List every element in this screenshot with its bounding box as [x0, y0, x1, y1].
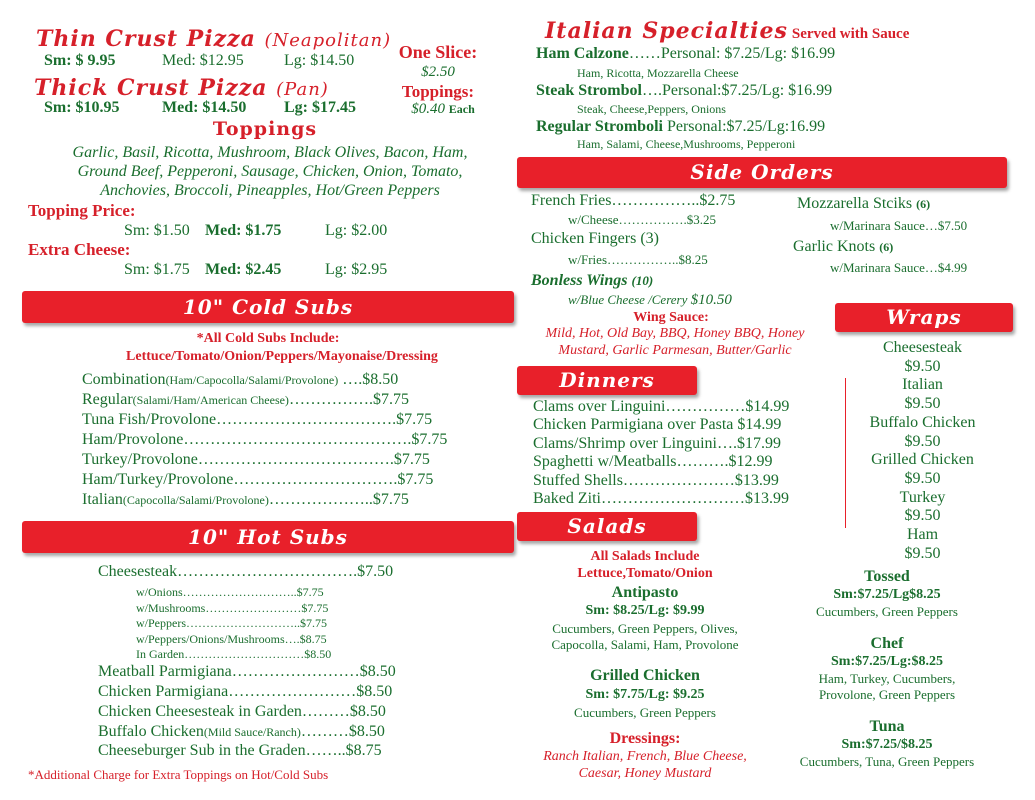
- dressings-list-line2: Caesar, Honey Mustard: [578, 766, 712, 781]
- mozz-marinara: w/Marinara Sauce…$7.50: [830, 218, 968, 233]
- wings-blue-cheese: w/Blue Cheese /Cerery $10.50: [568, 292, 732, 308]
- hot-sub-item: Meatball Parmigiana……………………$8.50: [98, 663, 396, 680]
- steak-strombol: Steak Strombol….Personal:$7.25/Lg: $16.99: [536, 82, 833, 99]
- tuna-desc: Cucumbers, Tuna, Green Peppers: [799, 754, 975, 769]
- tossed-title: Tossed: [864, 568, 910, 585]
- hot-subs-banner: 10" Hot Subs: [22, 521, 514, 553]
- thin-med-price: Med: $12.95: [162, 52, 244, 69]
- cold-sub-item: Turkey/Provolone……………………………….$7.75: [82, 451, 430, 468]
- tuna-title: Tuna: [869, 718, 905, 735]
- wing-sauce-list-line1: Mild, Hot, Old Bay, BBQ, Honey BBQ, Honey: [545, 326, 805, 341]
- cheesesteak-option: w/Onions………………………..$7.75: [136, 585, 324, 599]
- tuna-price: Sm:$7.25/$8.25: [841, 737, 933, 752]
- wrap-item: Turkey: [899, 488, 946, 506]
- grilled-chicken-title: Grilled Chicken: [590, 667, 700, 684]
- antipasto-desc-line1: Cucumbers, Green Peppers, Olives,: [552, 621, 738, 636]
- extra-cheese-label: Extra Cheese:: [28, 240, 131, 259]
- chef-desc-line1: Ham, Turkey, Cucumbers,: [818, 671, 956, 686]
- regular-stromboli: Regular Stromboli Personal:$7.25/Lg:16.99: [536, 118, 826, 135]
- ham-calzone-desc: Ham, Ricotta, Mozzarella Cheese: [577, 66, 739, 80]
- hot-buffalo-chicken: Buffalo Chicken(Mild Sauce/Ranch)………$8.50: [98, 723, 385, 740]
- steak-strombol-desc: Steak, Cheese,Peppers, Onions: [577, 102, 726, 116]
- french-fries: French Fries……………..$2.75: [531, 192, 736, 209]
- dinner-item: Clams over Linguini……………$14.99: [533, 398, 790, 415]
- extra-cheese-med: Med: $2.45: [205, 261, 282, 278]
- thick-crust-title: Thick Crust Pizza (Pan): [34, 75, 329, 101]
- tossed-price: Sm:$7.25/Lg$8.25: [833, 587, 941, 602]
- antipasto-desc-line2: Capocolla, Salami, Ham, Provolone: [551, 637, 739, 652]
- slice-toppings-title: Toppings:: [401, 82, 475, 101]
- dinner-item: Stuffed Shells…………………$13.99: [533, 471, 779, 489]
- hot-sub-item: Chicken Parmigiana……………………$8.50: [98, 683, 393, 700]
- topping-price-lg: Lg: $2.00: [325, 222, 388, 239]
- regular-stromboli-desc: Ham, Salami, Cheese,Mushrooms, Pepperoni: [577, 137, 796, 151]
- cold-sub-item: Ham/Turkey/Provolone………………………….$7.75: [82, 471, 434, 488]
- topping-price-label: Topping Price:: [28, 201, 136, 220]
- topping-price-med: Med: $1.75: [205, 222, 282, 239]
- salads-note: All Salads Include: [590, 549, 700, 564]
- chicken-fingers: Chicken Fingers (3): [531, 230, 659, 247]
- dinner-item: Clams/Shrimp over Linguini….$17.99: [533, 434, 781, 452]
- dinners-banner: Dinners: [517, 366, 697, 395]
- toppings-list-line2: Ground Beef, Pepperoni, Sausage, Chicken, Onion, Tomato,: [77, 163, 463, 180]
- wrap-price: $9.50: [904, 357, 941, 375]
- cheesesteak-option: In Garden…………………………$8.50: [136, 647, 332, 662]
- dressings-list-line1: Ranch Italian, French, Blue Cheese,: [543, 749, 747, 764]
- chef-title: Chef: [870, 635, 904, 652]
- antipasto-price: Sm: $8.25/Lg: $9.99: [585, 603, 705, 618]
- hot-cheeseburger-sub: Cheeseburger Sub in the Graden……..$8.75: [98, 742, 382, 759]
- chef-price: Sm:$7.25/Lg:$8.25: [831, 654, 943, 669]
- one-slice-price: $2.50: [421, 64, 455, 80]
- fingers-with-fries: w/Fries……………..$8.25: [568, 252, 708, 267]
- wrap-item: Ham: [906, 526, 939, 543]
- wing-sauce-title: Wing Sauce:: [633, 310, 709, 325]
- thick-lg-price: Lg: $17.45: [284, 99, 356, 116]
- boneless-wings: Bonless Wings (10): [531, 272, 654, 289]
- toppings-title: Toppings: [212, 118, 318, 140]
- wraps-banner: Wraps: [835, 303, 1013, 332]
- cold-sub-item: Ham/Provolone…………………………………….$7.75: [82, 431, 448, 448]
- thick-med-price: Med: $14.50: [162, 99, 247, 116]
- dinner-item: Chicken Parmigiana over Pasta $14.99: [533, 416, 782, 434]
- served-with-sauce: Served with Sauce: [791, 26, 910, 42]
- hot-sub-item: Chicken Cheesesteak in Garden………$8.50: [98, 703, 386, 720]
- cold-sub-item: Regular(Salami/Ham/American Cheese)…………….$7.75: [82, 391, 409, 408]
- dinner-item: Spaghetti w/Meatballs……….$12.99: [533, 453, 773, 471]
- wrap-price: $9.50: [904, 395, 941, 413]
- salads-includes: Lettuce,Tomato/Onion: [577, 566, 713, 581]
- ham-calzone: Ham Calzone……Personal: $7.25/Lg: $16.99: [536, 45, 836, 62]
- extra-cheese-sm: Sm: $1.75: [124, 261, 190, 278]
- fries-with-cheese: w/Cheese…………….$3.25: [568, 212, 717, 227]
- thin-crust-title: Thin Crust Pizza (Neapolitan): [36, 26, 392, 52]
- wrap-price: $9.50: [904, 544, 941, 562]
- cold-subs-banner: 10" Cold Subs: [22, 291, 514, 323]
- knots-marinara: w/Marinara Sauce…$4.99: [830, 260, 968, 275]
- garlic-knots: Garlic Knots (6): [793, 238, 894, 255]
- wing-sauce-list-line2: Mustard, Garlic Parmesan, Butter/Garlic: [558, 343, 792, 358]
- thin-crust-subtitle: (Neapolitan): [264, 30, 392, 51]
- toppings-list-line3: Anchovies, Broccoli, Pineapples, Hot/Green Peppers: [100, 182, 440, 199]
- chef-desc-line2: Provolone, Green Peppers: [818, 687, 956, 702]
- side-orders-banner: Side Orders: [517, 157, 1007, 188]
- wrap-price: $9.50: [904, 507, 941, 525]
- cheesesteak-option: w/Peppers………………………..$7.75: [136, 616, 327, 631]
- wrap-item: Cheesesteak: [882, 339, 963, 356]
- dressings-title: Dressings:: [609, 730, 681, 747]
- slice-toppings-price: $0.40 Each: [411, 101, 475, 117]
- tossed-desc: Cucumbers, Green Peppers: [816, 604, 958, 619]
- thin-sm-price: Sm: $ 9.95: [44, 52, 116, 69]
- cold-subs-note: *All Cold Subs Include:: [196, 331, 340, 346]
- mozzarella-sticks: Mozzarella Stciks (6): [797, 195, 931, 212]
- thick-crust-subtitle: (Pan): [276, 79, 329, 100]
- cheesesteak-option: w/Mushrooms……………………$7.75: [136, 600, 329, 615]
- hot-cheesesteak: Cheesesteak…………………………….$7.50: [98, 563, 394, 580]
- one-slice-title: One Slice:: [398, 42, 478, 62]
- cold-subs-includes: Lettuce/Tomato/Onion/Peppers/Mayonaise/Dressing: [126, 349, 438, 364]
- cold-sub-item: Italian(Capocolla/Salami/Provolone)………………..$7.75: [82, 491, 409, 508]
- topping-price-sm: Sm: $1.50: [124, 222, 190, 239]
- thin-lg-price: Lg: $14.50: [284, 52, 355, 69]
- italian-specialties-title: Italian Specialties Served with Sauce: [545, 18, 910, 44]
- antipasto-title: Antipasto: [611, 584, 679, 601]
- grilled-chicken-price: Sm: $7.75/Lg: $9.25: [585, 687, 705, 702]
- cold-sub-item: Combination(Ham/Capocolla/Salami/Provolone) ….$8.50: [82, 371, 399, 388]
- wrap-item: Grilled Chicken: [871, 451, 974, 469]
- wrap-price: $9.50: [904, 432, 941, 450]
- wrap-item: Buffalo Chicken: [869, 413, 976, 431]
- hot-cold-footnote: *Additional Charge for Extra Toppings on Hot/Cold Subs: [28, 767, 329, 782]
- toppings-list-line1: Garlic, Basil, Ricotta, Mushroom, Black Olives, Bacon, Ham,: [72, 144, 468, 161]
- grilled-chicken-desc: Cucumbers, Green Peppers: [574, 705, 716, 720]
- salads-banner: Salads: [517, 512, 697, 541]
- cold-sub-item: Tuna Fish/Provolone…………………………….$7.75: [82, 411, 433, 428]
- wrap-price: $9.50: [904, 469, 941, 487]
- extra-cheese-lg: Lg: $2.95: [325, 261, 388, 278]
- dinner-item: Baked Ziti………………………$13.99: [533, 490, 789, 507]
- wrap-item: Italian: [902, 376, 943, 394]
- cheesesteak-option: w/Peppers/Onions/Mushrooms….$8.75: [136, 631, 327, 646]
- thick-sm-price: Sm: $10.95: [44, 99, 120, 116]
